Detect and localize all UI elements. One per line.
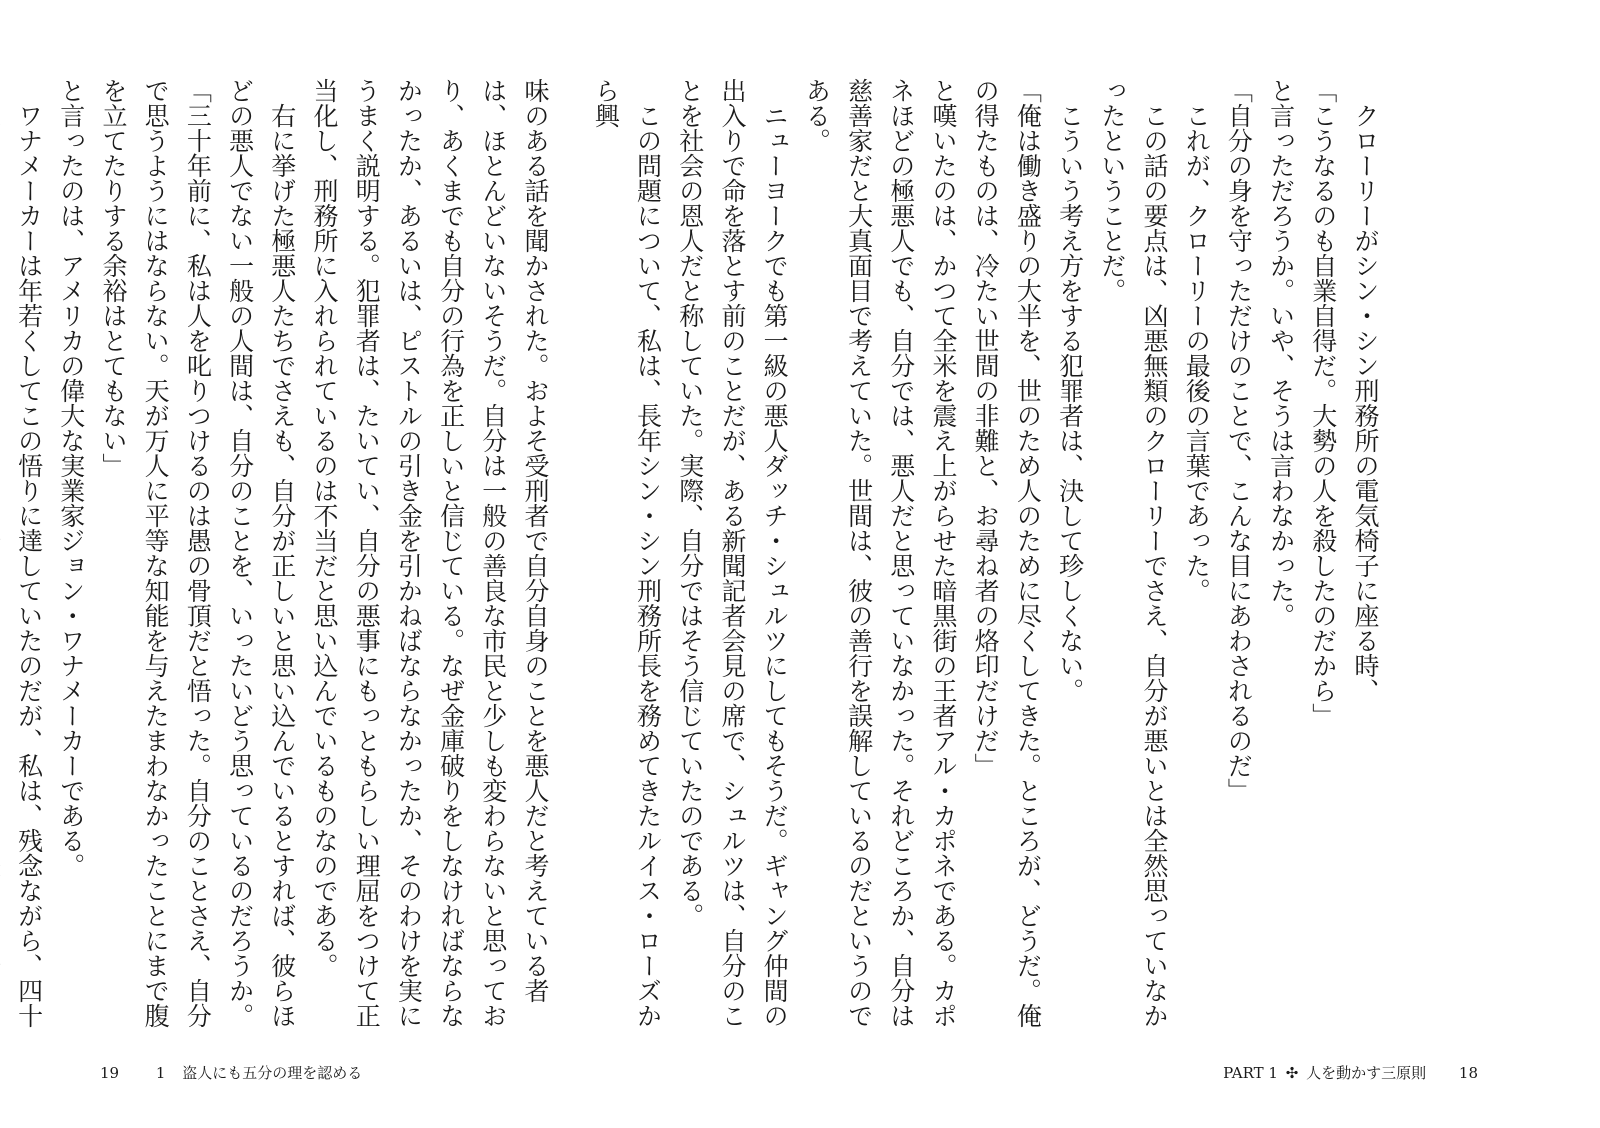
part-title: 人を動かす三原則 [1306, 1064, 1427, 1082]
paragraph: クローリーがシン・シン刑務所の電気椅子に座る時、 [1351, 103, 1380, 703]
paragraph: これが、クローリーの最後の言葉であった。 [1182, 103, 1212, 603]
left-page-body [14, 78, 556, 1030]
page-number: 18 [1458, 1064, 1478, 1082]
paragraph: 味のある話を聞かされた。およそ受刑者で自分自身のことを悪人だと考えている者は、ほとんどいないそうだ。自分は一般の善良な市民と少しも変わらないと思っており、あくまでも自分の行為を正しいと信じている。なぜ金庫破りをしなければならなかったか、あるいは、ピストルの引き金を引かねばならなかったか、そのわけを実にうまく説明する。犯罪者は、たいてい、自分の悪事にもっともらしい理屈をつけて正当化し、刑務所に入れられているのは不当だと思い込んでいるものなのである。 [309, 78, 550, 1028]
paragraph: 「こうなるのも自業自得だ。大勢の人を殺したのだから」 [1308, 78, 1338, 728]
chapter-number: 1 [155, 1064, 166, 1082]
paragraph: こういう考え方をする犯罪者は、決して珍しくない。 [1055, 103, 1085, 703]
paragraph: と言っただろうか。いや、そうは言わなかった。 [1266, 78, 1296, 628]
right-page-body [591, 78, 1386, 1030]
ornament-icon: ✣ [1285, 1064, 1299, 1082]
paragraph: この話の要点は、凶悪無類のクローリーでさえ、自分が悪いとは全然思っていなかったということだ。 [1097, 78, 1169, 1028]
paragraph: ワナメーカーは年若くしてこの悟りに達していたのだが、私は、残念ながら、四十 [14, 103, 44, 1028]
chapter-title: 盗人にも五分の理を認める [182, 1064, 363, 1082]
right-page-footer [1223, 1062, 1478, 1083]
page-number: 19 [100, 1064, 120, 1082]
paragraph: と言ったのは、アメリカの偉大な実業家ジョン・ワナメーカーである。 [56, 78, 86, 878]
right-page [591, 0, 1600, 1128]
paragraph: ニューヨークでも第一級の悪人ダッチ・シュルツにしてもそうだ。ギャング仲間の出入りで命を落とす前のことだが、ある新聞記者会見の席で、シュルツは、自分のことを社会の恩人だと称していた。実際、自分ではそう信じていたのである。 [675, 78, 790, 1028]
left-page-footer [100, 1062, 362, 1083]
part-label: PART 1 [1223, 1064, 1278, 1082]
paragraph: 右に挙げた極悪人たちでさえも、自分が正しいと思い込んでいるとすれば、彼らほどの悪人でない一般の人間は、自分のことを、いったいどう思っているのだろうか。 [225, 78, 297, 1028]
paragraph: と嘆いたのは、かつて全米を震え上がらせた暗黒街の王者アル・カポネである。カポネほどの極悪人でも、自分では、悪人だと思っていなかった。それどころか、自分は慈善家だと大真面目で考えていた。世間は、彼の善行を誤解しているのだというのである。 [802, 78, 958, 1028]
paragraph: 「三十年前に、私は人を叱りつけるのは愚の骨頂だと悟った。自分のことさえ、自分で思うようにはならない。天が万人に平等な知能を与えたまわなかったことにまで腹を立てたりする余裕はとてもない」 [98, 78, 213, 1028]
paragraph: この問題について、私は、長年シン・シン刑務所長を務めてきたルイス・ローズから興 [591, 78, 663, 1028]
paragraph: 「自分の身を守っただけのことで、こんな目にあわされるのだ」 [1224, 78, 1254, 803]
paragraph: 「俺は働き盛りの大半を、世のため人のために尽くしてきた。ところが、どうだ。俺の得たものは、冷たい世間の非難と、お尋ね者の烙印だけだ」 [971, 78, 1043, 1028]
